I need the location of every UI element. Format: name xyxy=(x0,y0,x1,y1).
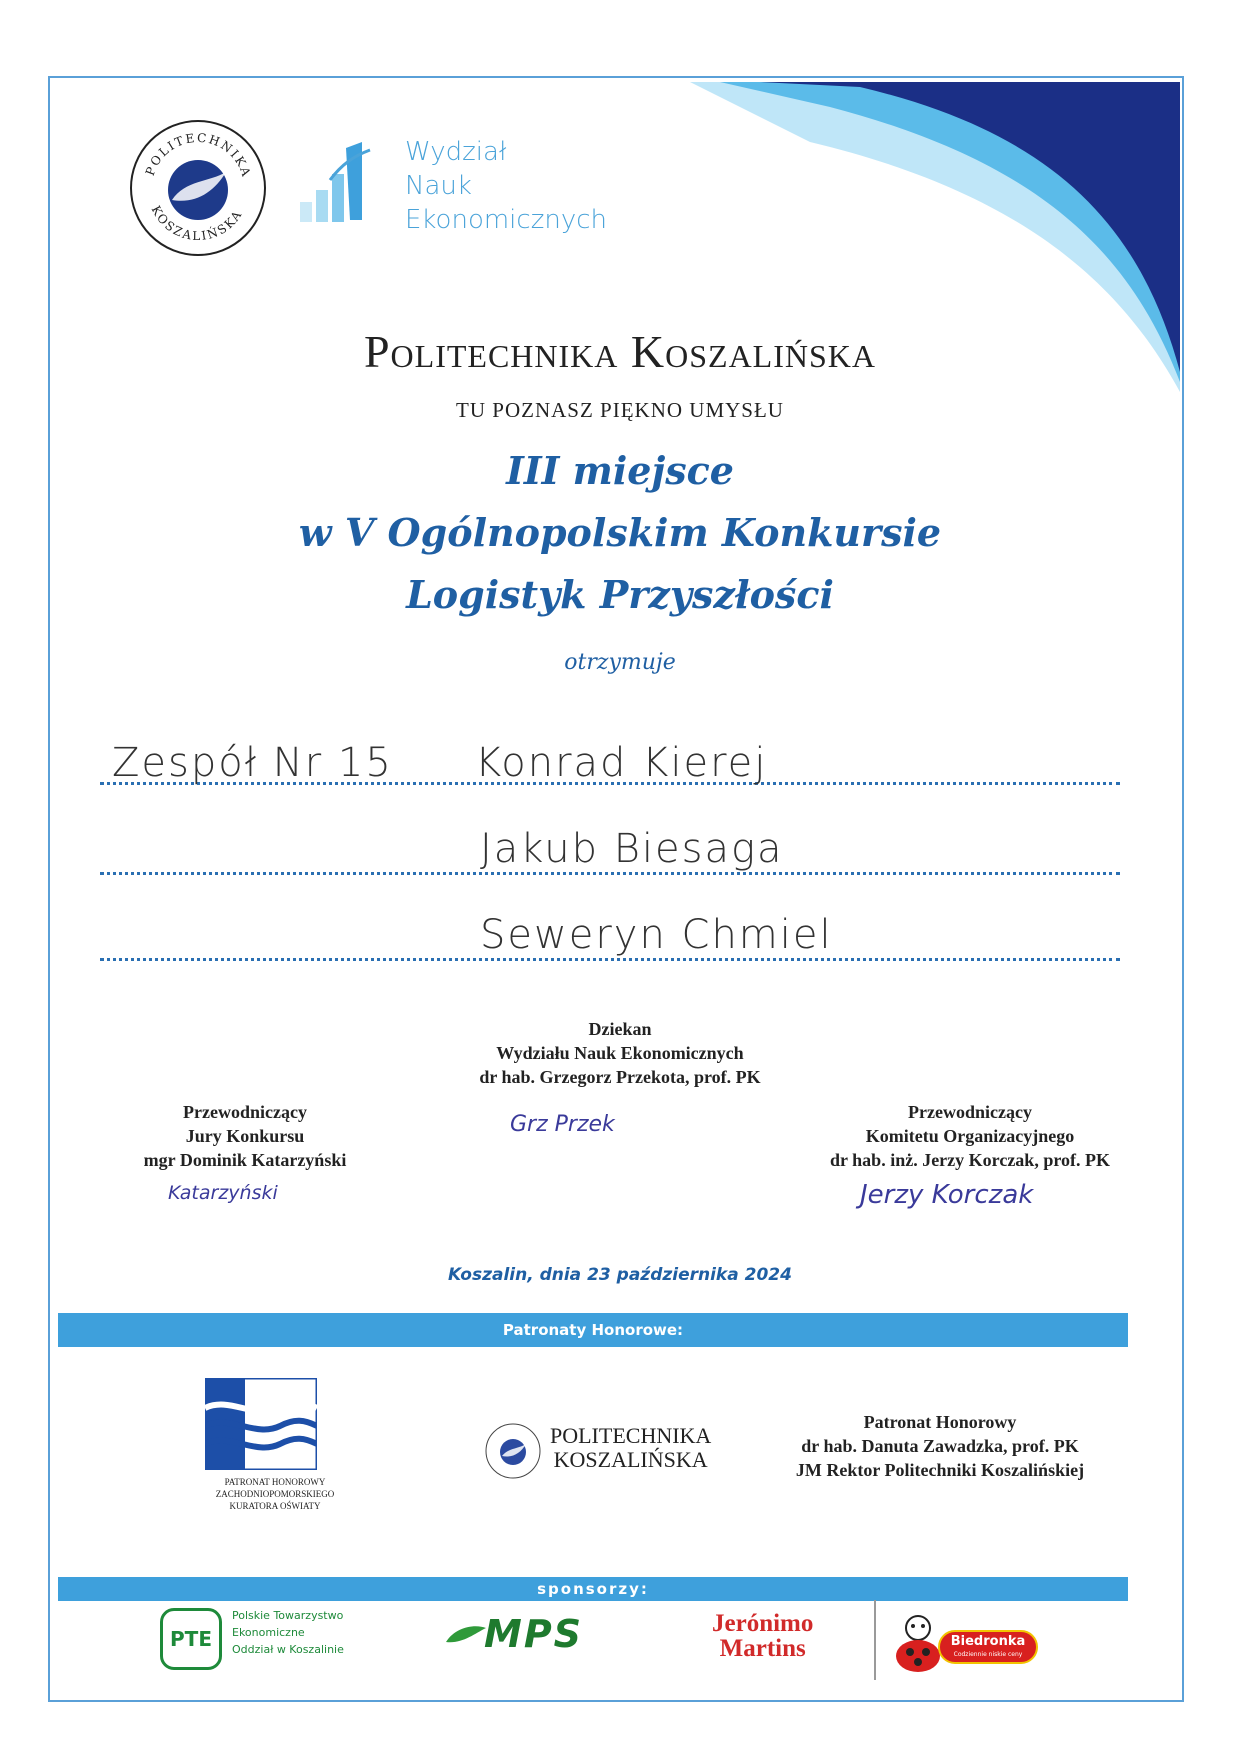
department-bar-chart-icon xyxy=(300,140,400,230)
recipient-line-2 xyxy=(100,872,1120,875)
seal-text-top: POLITECHNIKA xyxy=(142,130,254,180)
university-title: Politechnika Koszalińska xyxy=(363,326,877,377)
jury-subtitle: Jury Konkursu xyxy=(185,1126,305,1146)
department-line-3: Ekonomicznych xyxy=(405,205,607,235)
jm-line-1: Jerónimo xyxy=(712,1610,814,1637)
university-seal-emblem xyxy=(130,120,266,256)
jeronimo-martins-logo xyxy=(712,1611,813,1661)
committee-signature-block xyxy=(810,1100,1130,1172)
sponsors-band xyxy=(58,1577,1128,1601)
pte-mark: PTE xyxy=(170,1627,212,1651)
ladybug-icon xyxy=(892,1612,944,1674)
rector-patronage xyxy=(775,1410,1105,1482)
patronage-band-label: Patronaty Honorowe: xyxy=(502,1321,684,1339)
biedronka-tagline: Codziennie niskie ceny xyxy=(953,1651,1023,1658)
award-place: III miejsce xyxy=(506,448,734,493)
pk-small-line-2: KOSZALIŃSKA xyxy=(553,1447,708,1472)
committee-subtitle: Komitetu Organizacyjnego xyxy=(865,1126,1075,1146)
biedronka-badge xyxy=(938,1630,1038,1664)
committee-name: dr hab. inż. Jerzy Korczak, prof. PK xyxy=(830,1150,1110,1170)
dean-name: dr hab. Grzegorz Przekota, prof. PK xyxy=(479,1067,761,1087)
pk-small-line-1: POLITECHNIKA xyxy=(550,1423,712,1448)
dean-handwritten-signature: Grz Przek xyxy=(510,1112,615,1137)
place-and-date: Koszalin, dnia 23 października 2024 xyxy=(448,1265,792,1285)
mps-text: MPS xyxy=(484,1612,584,1656)
pte-line-2: Ekonomiczne xyxy=(232,1626,305,1639)
sponsors-band-label: sponsorzy: xyxy=(537,1580,649,1598)
patronage-band xyxy=(58,1313,1128,1347)
university-small-seal-logo xyxy=(484,1422,542,1480)
recipient-line-3 xyxy=(100,958,1120,961)
receives-label: otrzymuje xyxy=(564,650,676,675)
dean-title: Dziekan xyxy=(588,1019,652,1039)
jury-handwritten-signature: Katarzyński xyxy=(168,1182,278,1204)
patron-name: dr hab. Danuta Zawadzka, prof. PK xyxy=(801,1436,1079,1456)
department-line-1: Wydział xyxy=(405,137,507,167)
sponsor-divider xyxy=(874,1600,876,1680)
kurator-line-1: PATRONAT HONOROWY xyxy=(224,1477,326,1487)
pte-line-3: Oddział w Koszalinie xyxy=(232,1643,344,1656)
recipient-3-handwritten: Seweryn Chmiel xyxy=(480,912,833,958)
mps-leaf-icon xyxy=(446,1624,486,1648)
pte-line-1: Polskie Towarzystwo xyxy=(232,1609,344,1622)
jury-title: Przewodniczący xyxy=(183,1102,307,1122)
department-logo-text xyxy=(405,135,607,237)
university-small-name xyxy=(550,1424,711,1472)
kurator-line-3: KURATORA OŚWIATY xyxy=(229,1501,321,1511)
seal-text-bottom: KOSZALIŃSKA xyxy=(148,203,246,244)
award-competition-name: Logistyk Przyszłości xyxy=(406,572,834,617)
dean-faculty: Wydziału Nauk Ekonomicznych xyxy=(496,1043,744,1063)
kurator-waves-logo xyxy=(205,1378,317,1470)
recipient-2-handwritten: Jakub Biesaga xyxy=(480,826,784,872)
team-number-handwritten: Zespół Nr 15 xyxy=(112,740,393,786)
patron-title: Patronat Honorowy xyxy=(863,1412,1017,1432)
biedronka-name: Biedronka xyxy=(950,1634,1026,1649)
dean-signature-block xyxy=(420,1017,820,1089)
pte-caption xyxy=(232,1607,344,1658)
patron-role: JM Rektor Politechniki Koszalińskiej xyxy=(795,1460,1085,1480)
recipient-1-handwritten: Konrad Kierej xyxy=(475,740,768,786)
mps-logo xyxy=(484,1612,583,1656)
jury-signature-block xyxy=(110,1100,380,1172)
jury-name: mgr Dominik Katarzyński xyxy=(143,1150,347,1170)
pte-logo xyxy=(160,1608,222,1670)
kurator-caption xyxy=(180,1476,370,1512)
department-line-2: Nauk xyxy=(405,171,472,201)
committee-handwritten-signature: Jerzy Korczak xyxy=(860,1180,1034,1210)
award-competition: w V Ogólnopolskim Konkursie xyxy=(298,510,942,555)
university-tagline: TU POZNASZ PIĘKNO UMYSŁU xyxy=(456,398,784,422)
jm-line-2: Martins xyxy=(719,1635,806,1662)
kurator-line-2: ZACHODNIOPOMORSKIEGO xyxy=(215,1489,335,1499)
committee-title: Przewodniczący xyxy=(908,1102,1032,1122)
